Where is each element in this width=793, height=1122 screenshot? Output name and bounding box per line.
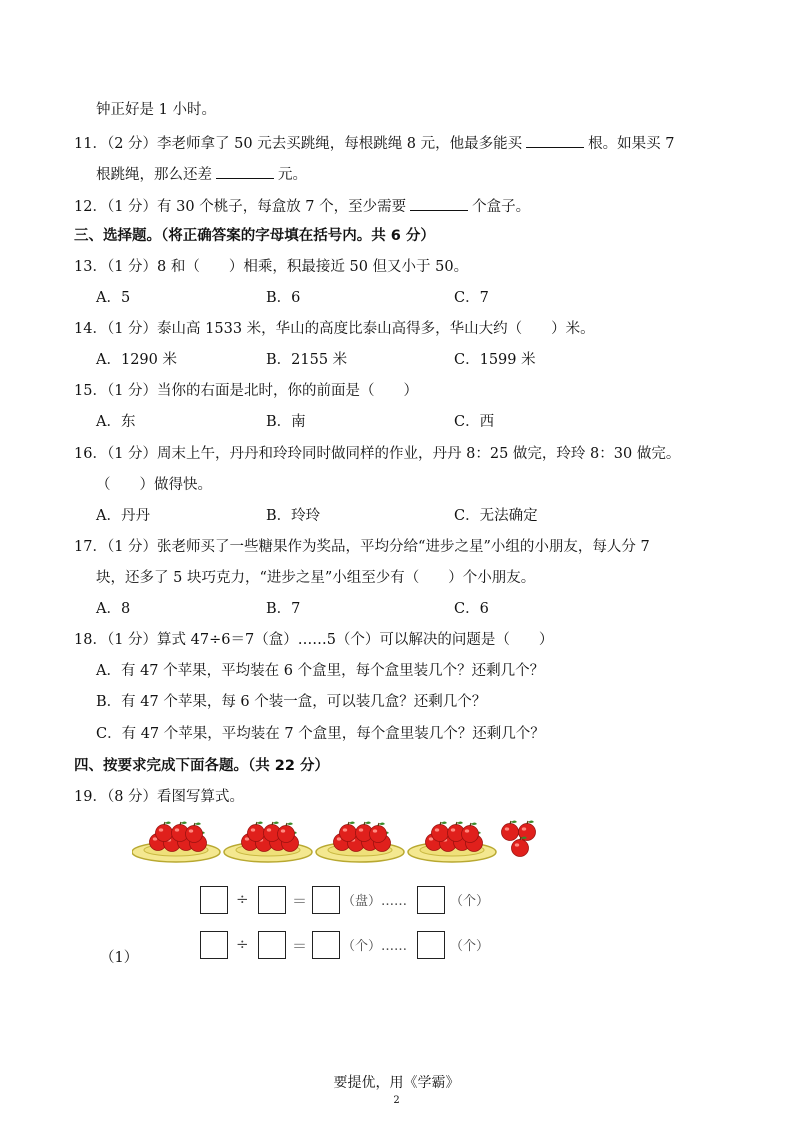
question-16: 16．（1 分）周末上午，丹丹和玲玲同时做同样的作业，丹丹 8：25 做完，玲玲 8：30 做完。	[74, 446, 681, 462]
page-number: 2	[393, 1095, 400, 1106]
question-19: 19．（8 分）看图写算式。	[74, 789, 245, 805]
unit-label: （盘）……	[342, 894, 408, 909]
question-15: 15．（1 分）当你的右面是北时，你的前面是（ ）	[74, 383, 419, 399]
question-13: 13．（1 分）8 和（ ）相乘，积最接近 50 但又小于 50。	[74, 259, 469, 275]
option-c[interactable]: C．无法确定	[454, 508, 538, 524]
option-a[interactable]: A．有 47 个苹果，平均装在 6 个盒里，每个盒里装几个？还剩几个？	[96, 663, 545, 679]
answer-blank[interactable]	[216, 163, 274, 179]
question-18: 18．（1 分）算式 47÷6＝7（盒）……5（个）可以解决的问题是（ ）	[74, 632, 554, 648]
question-11-cont: 根跳绳，那么还差 元。	[96, 163, 307, 185]
equals-sign: ＝	[292, 937, 308, 955]
answer-box[interactable]	[417, 931, 445, 959]
option-a[interactable]: A．1290 米	[96, 352, 177, 368]
option-a[interactable]: A．5	[96, 290, 131, 306]
option-b[interactable]: B．南	[266, 414, 306, 430]
unit-label: （个）	[450, 894, 490, 909]
option-b[interactable]: B．6	[266, 290, 301, 306]
option-b[interactable]: B．玲玲	[266, 508, 321, 524]
option-c[interactable]: C．6	[454, 601, 489, 617]
question-11: 11．（2 分）李老师拿了 50 元去买跳绳，每根跳绳 8 元，他最多能买 根。如果买 7	[74, 132, 675, 154]
answer-blank[interactable]	[410, 195, 468, 211]
option-c[interactable]: C．有 47 个苹果，平均装在 7 个盒里，每个盒里装几个？还剩几个？	[96, 726, 545, 742]
answer-box[interactable]	[258, 886, 286, 914]
option-b[interactable]: B．2155 米	[266, 352, 348, 368]
question-17-cont: 块，还多了 5 块巧克力，“进步之星”小组至少有（ ）个小朋友。	[96, 570, 536, 586]
section-4-heading: 四、按要求完成下面各题。（共 22 分）	[74, 758, 330, 774]
divide-sign: ÷	[236, 935, 249, 953]
answer-box[interactable]	[200, 886, 228, 914]
answer-box[interactable]	[312, 886, 340, 914]
option-c[interactable]: C．西	[454, 414, 495, 430]
text-line: 钟正好是 1 小时。	[96, 102, 216, 118]
divide-sign: ÷	[236, 890, 249, 908]
answer-box[interactable]	[312, 931, 340, 959]
unit-label: （个）……	[342, 939, 408, 954]
question-17: 17．（1 分）张老师买了一些糖果作为奖品，平均分给“进步之星”小组的小朋友，每人分 7	[74, 539, 650, 555]
footer-slogan: 要提优，用《学霸》	[333, 1075, 460, 1091]
question-14: 14．（1 分）泰山高 1533 米，华山的高度比泰山高得多，华山大约（ ）米。	[74, 321, 595, 337]
unit-label: （个）	[450, 939, 490, 954]
question-12: 12．（1 分）有 30 个桃子，每盒放 7 个，至少需要 个盒子。	[74, 195, 530, 217]
equals-sign: ＝	[292, 892, 308, 910]
answer-box[interactable]	[258, 931, 286, 959]
option-c[interactable]: C．7	[454, 290, 489, 306]
sub-question-label: （1）	[100, 950, 139, 966]
answer-blank[interactable]	[526, 132, 584, 148]
option-a[interactable]: A．丹丹	[96, 508, 150, 524]
option-b[interactable]: B．7	[266, 601, 301, 617]
option-a[interactable]: A．8	[96, 601, 131, 617]
answer-box[interactable]	[200, 931, 228, 959]
option-a[interactable]: A．东	[96, 414, 136, 430]
option-c[interactable]: C．1599 米	[454, 352, 536, 368]
apple-plates-illustration	[132, 818, 552, 868]
section-3-heading: 三、选择题。（将正确答案的字母填在括号内。共 6 分）	[74, 228, 435, 244]
question-16-cont: （ ）做得快。	[96, 477, 212, 493]
answer-box[interactable]	[417, 886, 445, 914]
option-b[interactable]: B．有 47 个苹果，每 6 个装一盒，可以装几盒？还剩几个？	[96, 694, 487, 710]
